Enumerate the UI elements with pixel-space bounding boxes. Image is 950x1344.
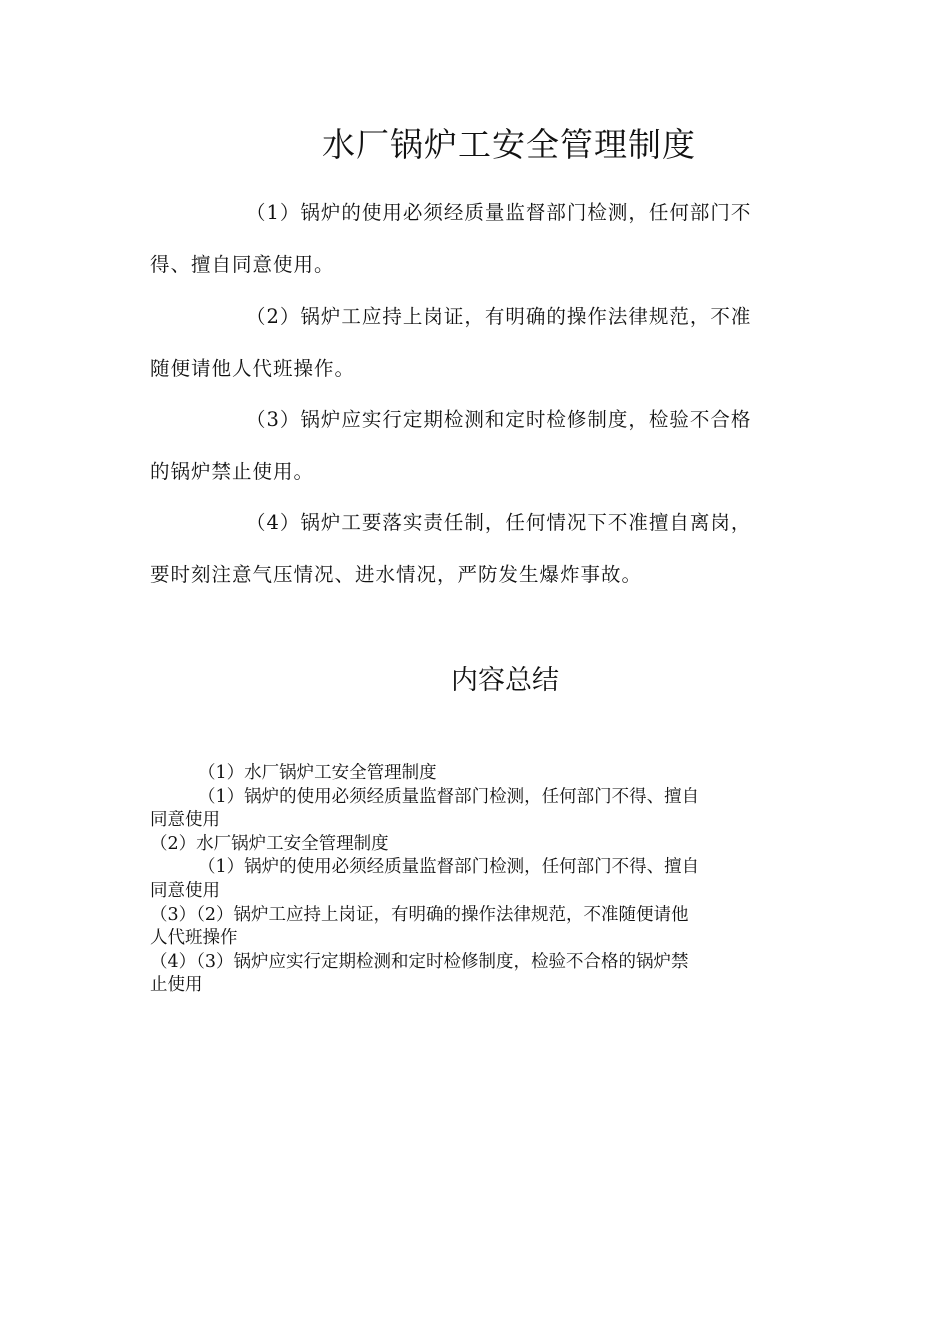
paragraph-4-line-1: （4）锅炉工要落实责任制，任何情况下不准擅自离岗， xyxy=(246,511,752,534)
paragraph-4-line-2: 要时刻注意气压情况、进水情况，严防发生爆炸事故。 xyxy=(150,563,643,586)
summary-line: （1）锅炉的使用必须经质量监督部门检测，任何部门不得、擅自 xyxy=(198,857,700,878)
summary-line: 同意使用 xyxy=(150,810,220,831)
summary-title: 内容总结 xyxy=(451,665,559,696)
paragraph-1 xyxy=(150,187,790,291)
paragraph-2-line-2: 随便请他人代班操作。 xyxy=(150,357,356,380)
document-title: 水厂锅炉工安全管理制度 xyxy=(322,125,696,164)
paragraph-3 xyxy=(150,394,790,498)
summary-line: 人代班操作 xyxy=(150,928,238,949)
summary-line: 同意使用 xyxy=(150,880,220,901)
summary-line: 止使用 xyxy=(150,975,203,996)
paragraph-3-line-2: 的锅炉禁止使用。 xyxy=(150,460,315,483)
summary-line: （2）水厂锅炉工安全管理制度 xyxy=(150,833,389,854)
summary-line: （4）（3）锅炉应实行定期检测和定时检修制度，检验不合格的锅炉禁 xyxy=(150,951,689,972)
summary-line: （1）锅炉的使用必须经质量监督部门检测，任何部门不得、擅自 xyxy=(198,786,700,807)
paragraph-2 xyxy=(150,291,790,395)
summary-line: （1）水厂锅炉工安全管理制度 xyxy=(198,763,437,783)
paragraph-3-line-1: （3）锅炉应实行定期检测和定时检修制度，检验不合格 xyxy=(246,408,752,431)
paragraph-1-line-2: 得、擅自同意使用。 xyxy=(150,253,335,276)
summary-list xyxy=(150,762,795,998)
paragraph-4 xyxy=(150,497,790,601)
paragraph-1-line-1: （1）锅炉的使用必须经质量监督部门检测，任何部门不 xyxy=(246,201,752,224)
summary-line: （3）（2）锅炉工应持上岗证，有明确的操作法律规范，不准随便请他 xyxy=(150,904,689,925)
paragraph-2-line-1: （2）锅炉工应持上岗证，有明确的操作法律规范，不准 xyxy=(246,305,752,328)
